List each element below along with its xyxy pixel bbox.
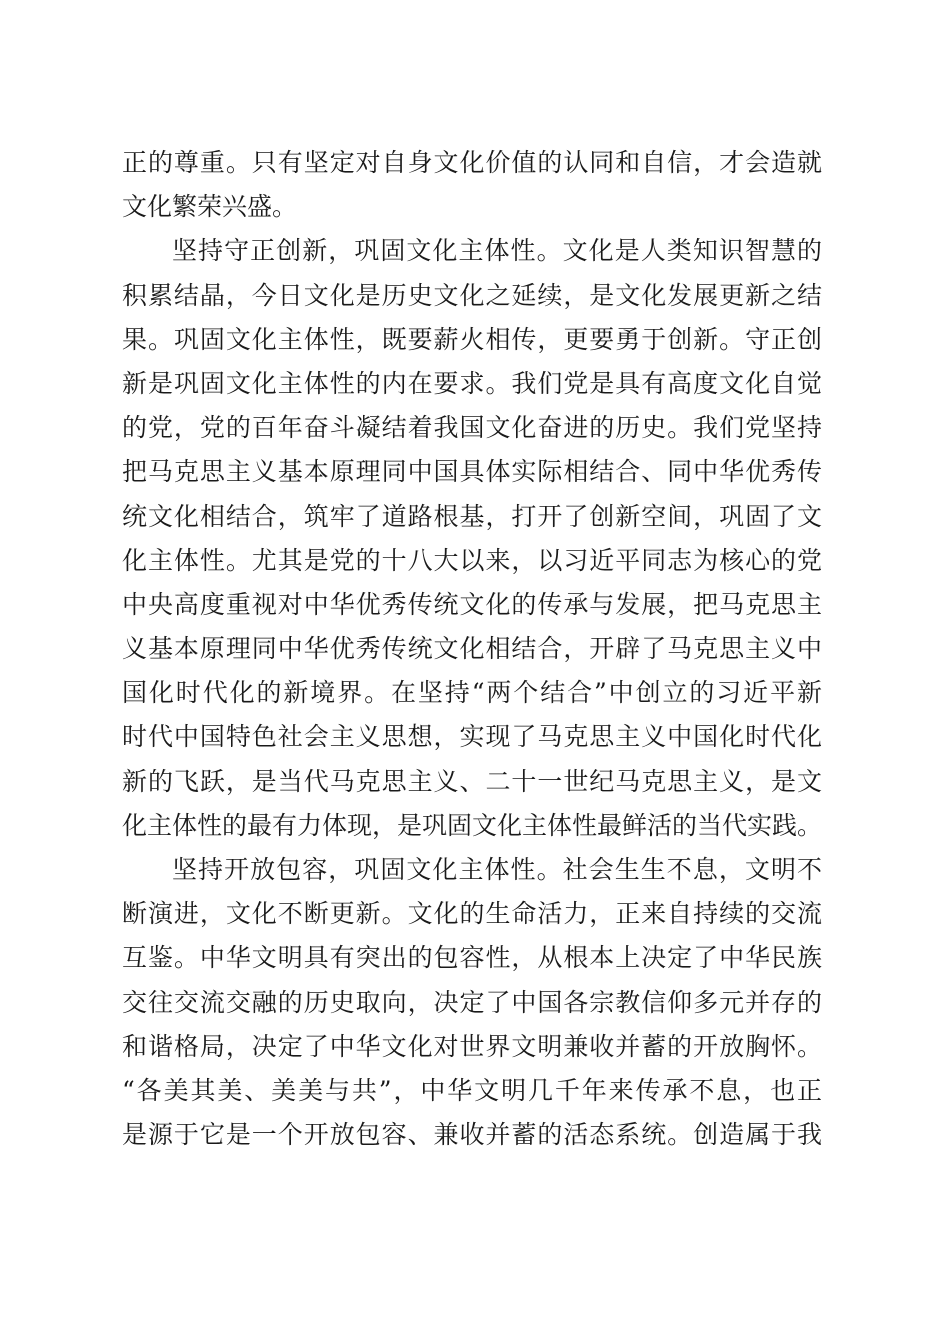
paragraph-heading-line: 坚持守正创新，巩固文化主体性。文化是人类知识智慧的 (172, 236, 822, 266)
text-line: 时代中国特色社会主义思想，实现了马克思主义中国化时代化 (122, 722, 822, 752)
text-line: 互鉴。中华文明具有突出的包容性，从根本上决定了中华民族 (122, 943, 822, 973)
text-line: 中央高度重视对中华优秀传统文化的传承与发展，把马克思主 (122, 589, 822, 619)
text-line: 新是巩固文化主体性的内在要求。我们党是具有高度文化自觉 (122, 368, 822, 398)
paragraph-heading-line: 坚持开放包容，巩固文化主体性。社会生生不息，文明不 (172, 855, 822, 884)
text-line: 把马克思主义基本原理同中国具体实际相结合、同中华优秀传 (122, 457, 822, 487)
text-line: 积累结晶，今日文化是历史文化之延续，是文化发展更新之结 (122, 280, 822, 310)
text-line: 文化繁荣兴盛。 (122, 192, 298, 222)
text-line: “各美其美、美美与共”，中华文明几千年来传承不息，也正 (122, 1075, 822, 1105)
text-line: 义基本原理同中华优秀传统文化相结合，开辟了马克思主义中 (122, 634, 822, 664)
text-line: 国化时代化的新境界。在坚持“两个结合”中创立的习近平新 (122, 678, 822, 708)
text-line: 和谐格局，决定了中华文化对世界文明兼收并蓄的开放胸怀。 (122, 1031, 822, 1061)
text-line: 交往交流交融的历史取向，决定了中国各宗教信仰多元并存的 (122, 987, 822, 1017)
body-text (122, 141, 822, 1157)
text-line: 的党，党的百年奋斗凝结着我国文化奋进的历史。我们党坚持 (122, 413, 822, 443)
text-line: 果。巩固文化主体性，既要薪火相传，更要勇于创新。守正创 (122, 324, 822, 354)
text-line: 是源于它是一个开放包容、兼收并蓄的活态系统。创造属于我 (122, 1120, 822, 1150)
text-line: 断演进，文化不断更新。文化的生命活力，正来自持续的交流 (122, 899, 822, 929)
text-line: 化主体性的最有力体现，是巩固文化主体性最鲜活的当代实践。 (122, 810, 823, 840)
text-line: 正的尊重。只有坚定对自身文化价值的认同和自信，才会造就 (122, 148, 822, 177)
text-line: 新的飞跃，是当代马克思主义、二十一世纪马克思主义，是文 (122, 766, 822, 796)
text-line: 化主体性。尤其是党的十八大以来，以习近平同志为核心的党 (122, 545, 822, 575)
text-line: 统文化相结合，筑牢了道路根基，打开了创新空间，巩固了文 (122, 501, 822, 531)
